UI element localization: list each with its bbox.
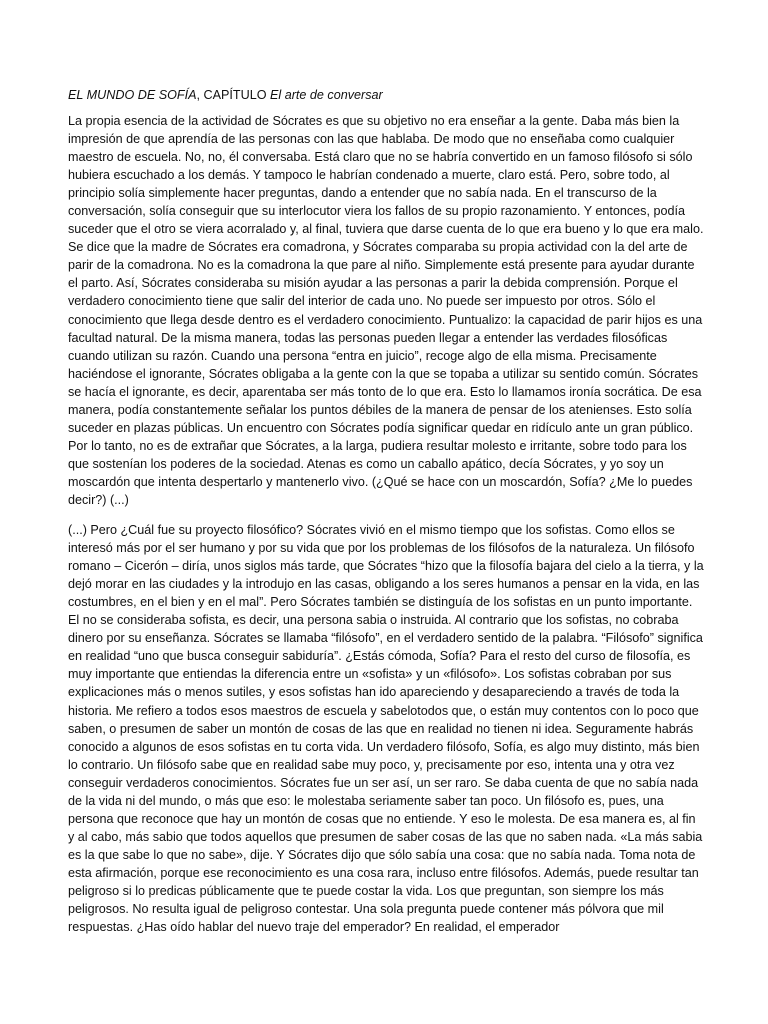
title-separator: , CAPÍTULO [196,88,271,102]
paragraph-1: La propia esencia de la actividad de Sócrates es que su objetivo no era enseñar a la gente. Daba más bien la impresión de que aprendía de las personas con las que hablaba. De modo que no enseñaba como cualquier maestro de escuela. No, no, él conversaba. Está claro que no se habría convertido en un famoso filósofo si sólo hubiera escuchado a los demás. Y tampoco le habrían condenado a muerte, claro está. Pero, sobre todo, al principio solía simplemente hacer preguntas, dando a entender que no sabía nada. En el transcurso de la conversación, solía conseguir que su interlocutor viera los fallos de su propio razonamiento. Y entonces, podía suceder que el otro se viera acorralado y, al final, tuviera que darse cuenta de lo que era bueno y lo que era malo. Se dice que la madre de Sócrates era comadrona, y Sócrates comparaba su propia actividad con la del arte de parir de la comadrona. No es la comadrona la que pare al niño. Simplemente está presente para ayudar durante el parto. Así, Sócrates consideraba su misión ayudar a las personas a parir la debida comprensión. Porque el verdadero conocimiento tiene que salir del interior de cada uno. No puede ser impuesto por otros. Sólo el conocimiento que llega desde dentro es el verdadero conocimiento. Puntualizo: la capacidad de parir hijos es una facultad natural. De la misma manera, todas las personas pueden llegar a entender las verdades filosóficas cuando utilizan su razón. Cuando una persona “entra en juicio”, recoge algo de ella misma. Precisamente haciéndose el ignorante, Sócrates obligaba a la gente con la que se topaba a utilizar su sentido común. Sócrates se hacía el ignorante, es decir, aparentaba ser más tonto de lo que era. Esto lo llamamos ironía socrática. De esa manera, podía constantemente señalar los puntos débiles de la manera de pensar de los atenienses. Esto solía suceder en plazas públicas. Un encuentro con Sócrates podía significar quedar en ridículo ante un gran público. Por lo tanto, no es de extrañar que Sócrates, a la larga, pudiera resultar molesto e irritante, sobre todo para los que sostenían los poderes de la sociedad. Atenas es como un caballo apático, decía Sócrates, y yo soy un moscardón que intenta despertarlo y mantenerlo vivo. (¿Qué se hace con un moscardón, Sofía? ¿Me lo puedes decir?) (...) [68,114,704,507]
chapter-title: El arte de conversar [270,88,383,102]
book-title: EL MUNDO DE SOFÍA [68,88,197,102]
document-title [68,86,704,104]
paragraph-2: (...) Pero ¿Cuál fue su proyecto filosófico? Sócrates vivió en el mismo tiempo que los sofistas. Como ellos se interesó más por el ser humano y por su vida que por los problemas de los filósofos de la naturaleza. Un filósofo romano – Cicerón – diría, unos siglos más tarde, que Sócrates “hizo que la filosofía bajara del cielo a la tierra, y la dejó morar en las ciudades y la introdujo en las casas, obligando a los seres humanos a pensar en la vida, en las costumbres, en el bien y en el mal”. Pero Sócrates también se distinguía de los sofistas en un punto importante. El no se consideraba sofista, es decir, una persona sabia o instruida. Al contrario que los sofistas, no cobraba dinero por su enseñanza. Sócrates se llamaba “filósofo”, en el verdadero sentido de la palabra. “Filósofo” significa en realidad “uno que busca conseguir sabiduría”. ¿Estás cómoda, Sofía? Para el resto del curso de filosofía, es muy importante que entiendas la diferencia entre un «sofista» y un «filósofo». Los sofistas cobraban por sus explicaciones más o menos sutiles, y esos sofistas han ido apareciendo y desapareciendo a través de toda la historia. Me refiero a todos esos maestros de escuela y sabelotodos que, o están muy contentos con lo poco que saben, o presumen de saber un montón de cosas de las que en realidad no tienen ni idea. Seguramente habrás conocido a algunos de esos sofistas en tu corta vida. Un verdadero filósofo, Sofía, es algo muy distinto, más bien lo contrario. Un filósofo sabe que en realidad sabe muy poco, y, precisamente por eso, intenta una y otra vez conseguir verdaderos conocimientos. Sócrates fue un ser así, un ser raro. Se daba cuenta de que no sabía nada de la vida ni del mundo, o más que eso: le molestaba seriamente saber tan poco. Un filósofo es, pues, una persona que reconoce que hay un montón de cosas que no entiende. Y eso le molesta. De esa manera es, al fin y al cabo, más sabio que todos aquellos que presumen de saber cosas de las que no saben nada. «La más sabia es la que sabe lo que no sabe», dije. Y Sócrates dijo que sólo sabía una cosa: que no sabía nada. Toma nota de esta afirmación, porque ese reconocimiento es una cosa rara, incluso entre filósofos. Además, puede resultar tan peligroso si lo predicas públicamente que te puede costar la vida. Los que preguntan, son siempre los más peligrosos. No resulta igual de peligroso contestar. Una sola pregunta puede contener más pólvora que mil respuestas. ¿Has oído hablar del nuevo traje del emperador? En realidad, el emperador [68,523,704,935]
document-page [68,86,704,948]
